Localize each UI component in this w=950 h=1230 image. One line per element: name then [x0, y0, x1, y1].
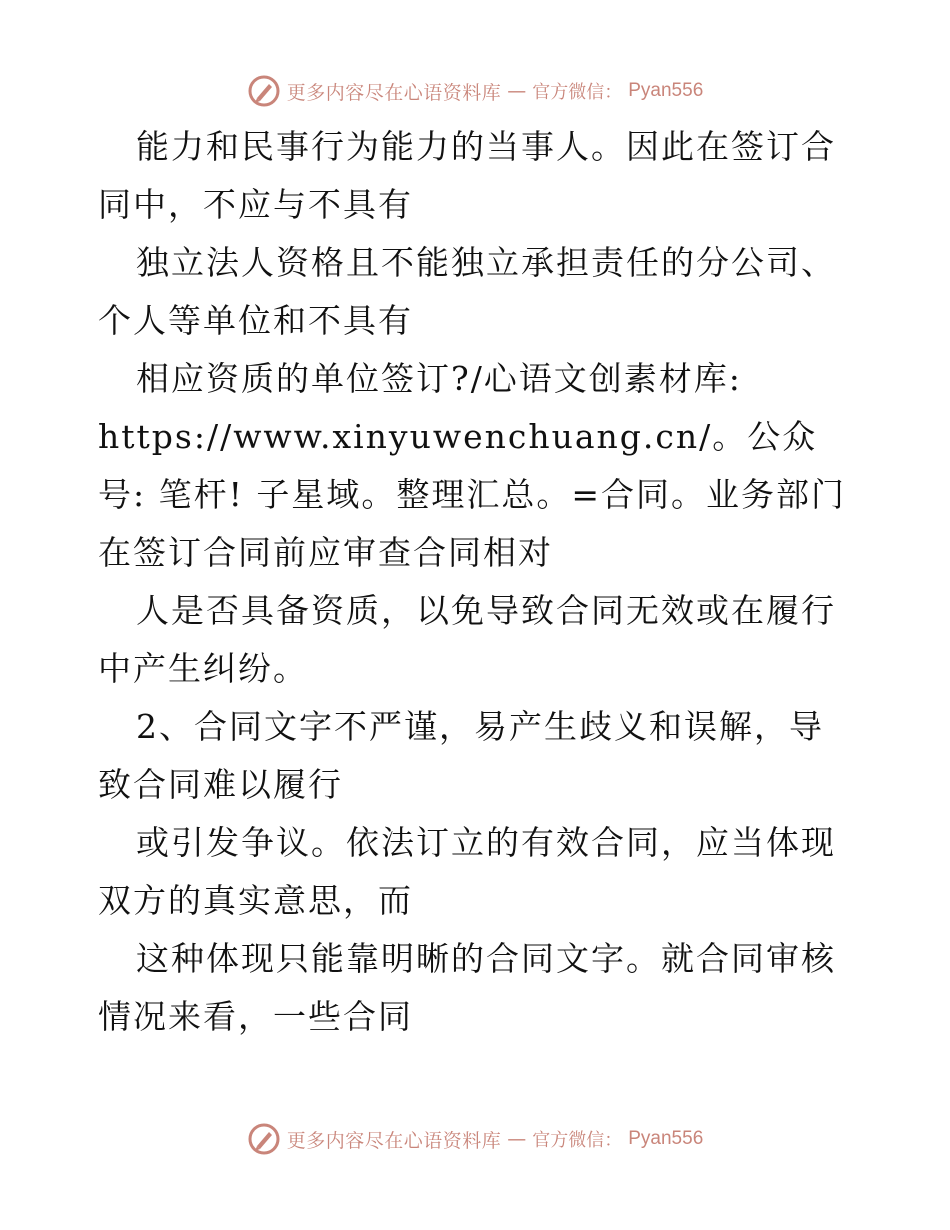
document-body [98, 118, 858, 1046]
pen-logo-icon [247, 1122, 281, 1156]
paragraph-5: 人是否具备资质，以免导致合同无效或在履行中产生纠纷。 [98, 591, 836, 688]
footer-separator: — [507, 1128, 527, 1150]
paragraph-6: 2、合同文字不严谨，易产生歧义和误解，导致合同难以履行 [98, 707, 824, 804]
header-watermark [0, 71, 950, 111]
header-brand-text: 更多内容尽在心语资料库 [286, 81, 502, 104]
paragraph-3: 相应资质的单位签订?/心语文创素材库: [136, 359, 742, 398]
footer-wechat-id: Pyan556 [628, 1128, 704, 1149]
header-separator: — [507, 80, 527, 102]
header-wechat-label: 官方微信： [532, 82, 623, 103]
footer-brand-text: 更多内容尽在心语资料库 [286, 1129, 502, 1152]
paragraph-2: 独立法人资格且不能独立承担责任的分公司、个人等单位和不具有 [98, 243, 836, 340]
footer-wechat-label: 官方微信： [532, 1130, 623, 1151]
header-wechat-id: Pyan556 [628, 80, 704, 101]
footer-watermark [0, 1119, 950, 1159]
paragraph-4: https://www.xinyuwenchuang.cn/。公众号: 笔杆! 子星域。整理汇总。=合同。业务部门在签订合同前应审查合同相对 [98, 417, 847, 572]
paragraph-8: 这种体现只能靠明晰的合同文字。就合同审核情况来看，一些合同 [98, 939, 836, 1036]
pen-logo-icon [247, 74, 281, 108]
paragraph-1: 能力和民事行为能力的当事人。因此在签订合同中，不应与不具有 [98, 127, 836, 224]
paragraph-7: 或引发争议。依法订立的有效合同，应当体现双方的真实意思，而 [98, 823, 836, 920]
